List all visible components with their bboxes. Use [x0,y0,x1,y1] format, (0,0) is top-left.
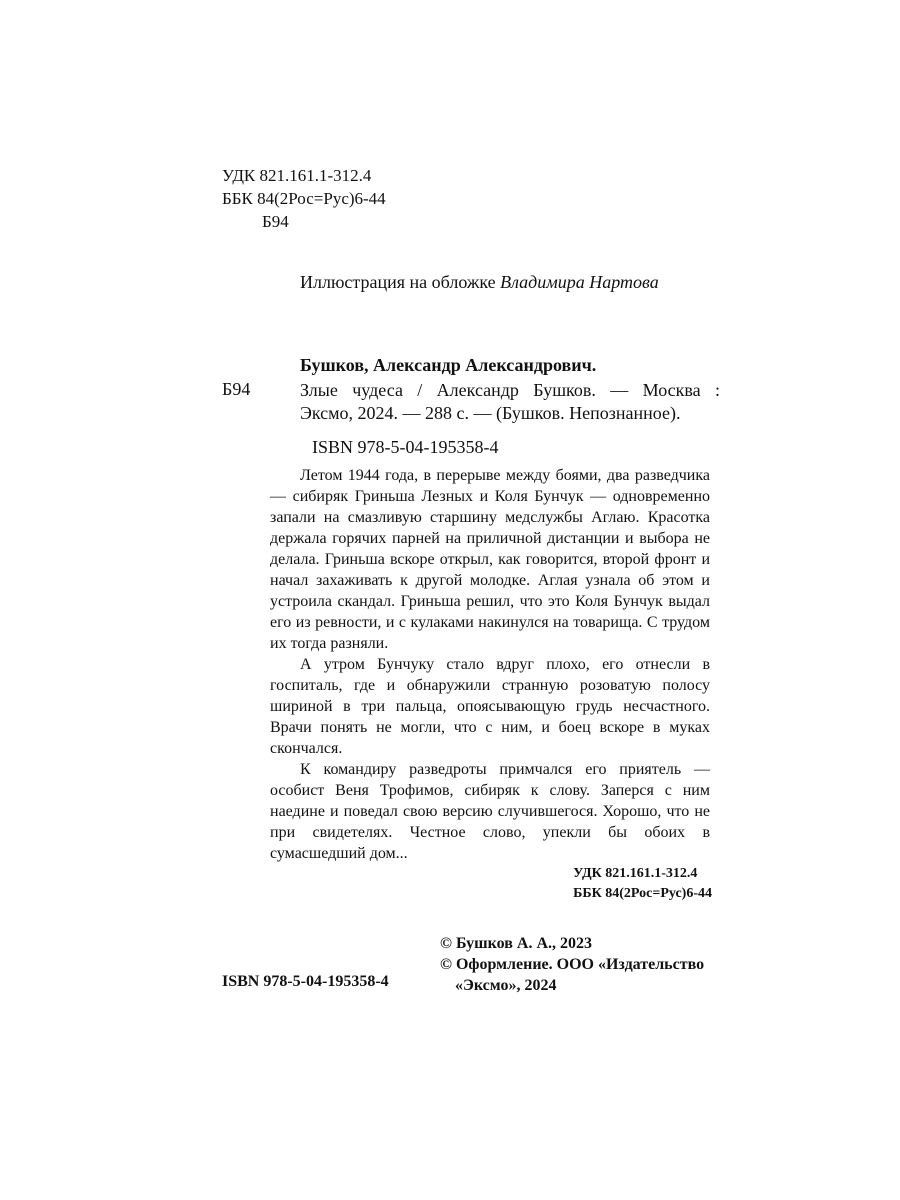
illustration-credit [300,272,659,293]
copyright-publisher: «Эксмо», 2024 [455,977,557,994]
catalog-citation [300,379,720,425]
copyright-design: © Оформление. ООО «Издательство [440,956,705,973]
catalog-author-mark: Б94 [222,379,251,399]
citation-line-1: Злые чудеса / Александр Бушков. — Москва : [300,380,720,400]
illustration-artist: Владимира Нартова [500,272,659,292]
bottom-isbn: ISBN 978-5-04-195358-4 [222,973,389,990]
catalog-author-heading: Бушков, Александр Александрович. [300,355,597,375]
catalog-isbn: ISBN 978-5-04-195358-4 [312,437,499,457]
annotation-text [270,465,710,864]
annotation-paragraph: К командиру разведроты примчался его приятель — особист Веня Трофимов, сибиряк к слову. Заперся с ним наедине и поведал свою версию случившегося. Хорошо, что не при свидетелях. Честное слово, упекли бы обоих в сумасшедший дом... [270,761,710,862]
annotation-paragraph: Летом 1944 года, в перерыве между боями, два разведчика — сибиряк Гриньша Лезных и Коля Бунчук — одновременно запали на смазливую старшину медслужбы Аглаю. Красотка держала горячих парней на приличной дистанции и выбора не делала. Гриньша вскоре открыл, как говорится, второй фронт и начал захаживать к другой молодке. Аглая узнала об этом и устроила скандал. Гриньша решил, что это Коля Бунчук выдал его из ревности, и с кулаками накинулся на товарища. С трудом их тогда разняли. [270,467,710,652]
copyright-block [440,933,704,996]
top-bbk-code: ББК 84(2Рос=Рус)6-44 [222,189,386,208]
bottom-bbk-code: ББК 84(2Рос=Рус)6-44 [573,886,712,901]
top-udk-code: УДК 821.161.1-312.4 [222,166,372,185]
bottom-classification-codes [573,864,712,904]
illustration-prefix: Иллюстрация на обложке [300,272,496,292]
top-author-mark: Б94 [262,212,289,231]
bottom-udk-code: УДК 821.161.1-312.4 [573,866,698,881]
citation-line-2: Эксмо, 2024. — 288 с. — (Бушков. Непознанное). [300,403,681,423]
top-classification-codes [222,164,386,233]
copyright-author: © Бушков А. А., 2023 [440,935,592,952]
annotation-paragraph: А утром Бунчуку стало вдруг плохо, его отнесли в госпиталь, где и обнаружили странную розоватую полосу шириной в три пальца, опоясывающую грудь несчастного. Врачи понять не могли, что с ним, и боец вскоре в муках скончался. [270,656,710,757]
